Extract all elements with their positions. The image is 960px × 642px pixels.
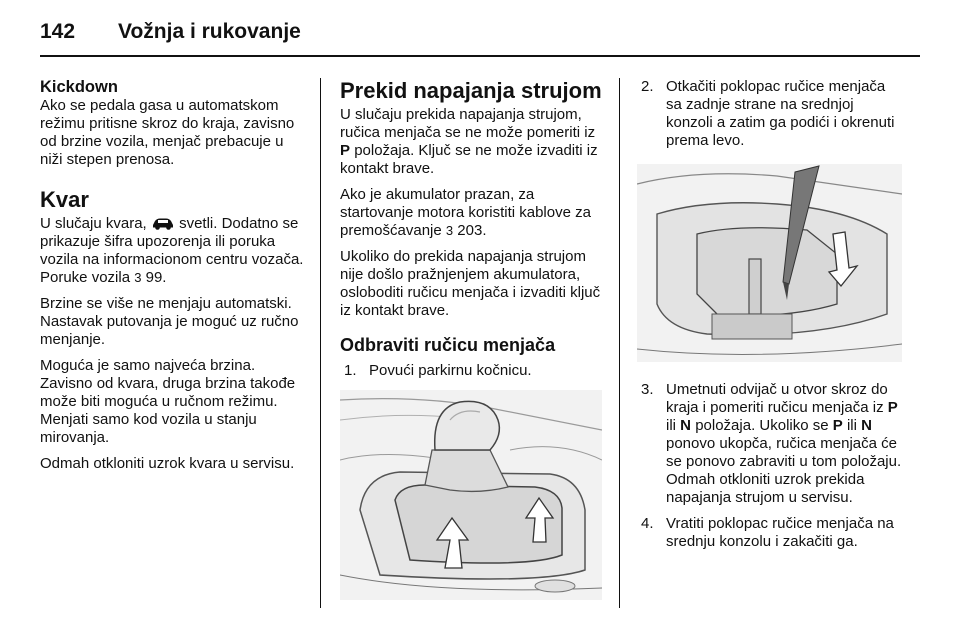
text-span: ili: [666, 417, 676, 434]
power-failure-heading: Prekid napajanja strujom: [340, 78, 602, 103]
text-span: položaja. Ukoliko se: [695, 417, 829, 434]
kvar-paragraph-4: Odmah otkloniti uzrok kvara u servisu.: [40, 455, 295, 472]
power-failure-paragraph-3: Ukoliko do prekida napajanja strujom nije došlo pražnjenjem akumulatora, osloboditi ručicu menjača i izvaditi ključ iz kontakt brave.: [340, 248, 601, 319]
step-1: [340, 362, 602, 380]
page-ref-number[interactable]: 203.: [457, 222, 487, 239]
text-span: ili: [846, 417, 857, 434]
gear-n-label: N: [861, 417, 872, 434]
gear-lever-illustration: [340, 390, 602, 600]
column-middle: [340, 78, 602, 605]
page-ref-number[interactable]: 99.: [145, 269, 167, 286]
step-text: Povući parkirnu kočnicu.: [369, 362, 532, 379]
car-icon: [151, 217, 175, 230]
console-cover-illustration: [637, 164, 902, 362]
column-right: [637, 78, 902, 559]
text-span: U slučaju prekida napajanja strujom, ručica menjača se ne može pomeriti iz: [340, 106, 596, 141]
column-left: [40, 78, 308, 481]
gear-p-label: P: [887, 399, 898, 416]
step-text: [666, 381, 902, 507]
column-divider: [320, 78, 321, 608]
power-failure-paragraph-2: [340, 186, 602, 240]
page-header: [40, 12, 920, 56]
kvar-paragraph-2: Brzine se više ne menjaju automatski. Nastavak putovanja je moguć uz ručno menjanje.: [40, 295, 299, 348]
step-3: [637, 381, 902, 507]
kvar-heading: Kvar: [40, 187, 89, 212]
header-rule: [40, 55, 920, 57]
step-2: [637, 78, 902, 150]
step-number: 2.: [641, 78, 654, 95]
gear-p-label: P: [340, 142, 351, 159]
text-span: ponovo ukopča, ručica menjača će se ponovo zabraviti u tom položaju. Odmah otkloniti uzrok prekida napajanja strujom u servisu.: [666, 435, 902, 506]
column-divider: [619, 78, 620, 608]
kickdown-text: Ako se pedala gasa u automatskom režimu pritisne skroz do kraja, zavisno od brzine vozila, menjač prebacuje u niži stepen prenosa.: [40, 97, 295, 168]
step-number: 3.: [641, 381, 654, 398]
step-text: Vratiti poklopac ručice menjača na srednju konzolu i zakačiti ga.: [666, 515, 894, 550]
gear-n-label: N: [680, 417, 692, 434]
step-number: 1.: [344, 362, 357, 379]
text-span: Umetnuti odvijač u otvor skroz do kraja i pomeriti ručicu menjača iz: [666, 381, 888, 416]
text-span: Ako je akumulator prazan, za startovanje motora koristiti kablove za premošćavanje: [340, 186, 591, 239]
page-ref-arrow-icon: 3: [445, 223, 454, 238]
text-span: svetli. Dodatno se prikazuje šifra upozorenja ili poruka vozila na informacionom centru vozača. Poruke vozila: [40, 215, 304, 286]
step-4: [637, 515, 902, 551]
kvar-paragraph-3: Moguća je samo najveća brzina. Zavisno od kvara, druga brzina takođe može biti moguća u ručnom režimu. Menjati samo kod vozila u stanju mirovanja.: [40, 357, 296, 446]
page-ref-arrow-icon: 3: [134, 270, 142, 285]
page-number: 142: [40, 20, 76, 43]
step-number: 4.: [641, 515, 654, 532]
unlock-lever-heading: Odbraviti ručicu menjača: [340, 335, 556, 355]
gear-p-label: P: [832, 417, 843, 434]
text-span: U slučaju kvara,: [40, 215, 147, 232]
power-failure-paragraph-1: [340, 106, 602, 178]
step-text: Otkačiti poklopac ručice menjača sa zadnje strane na srednjoj konzoli a zatim ga podići i okrenuti prema levo.: [666, 78, 895, 149]
chapter-title: Vožnja i rukovanje: [118, 20, 301, 43]
kickdown-heading: Kickdown: [40, 78, 118, 96]
kvar-paragraph-1: [40, 215, 308, 287]
text-span: položaja. Ključ se ne može izvaditi iz kontakt brave.: [340, 142, 598, 177]
